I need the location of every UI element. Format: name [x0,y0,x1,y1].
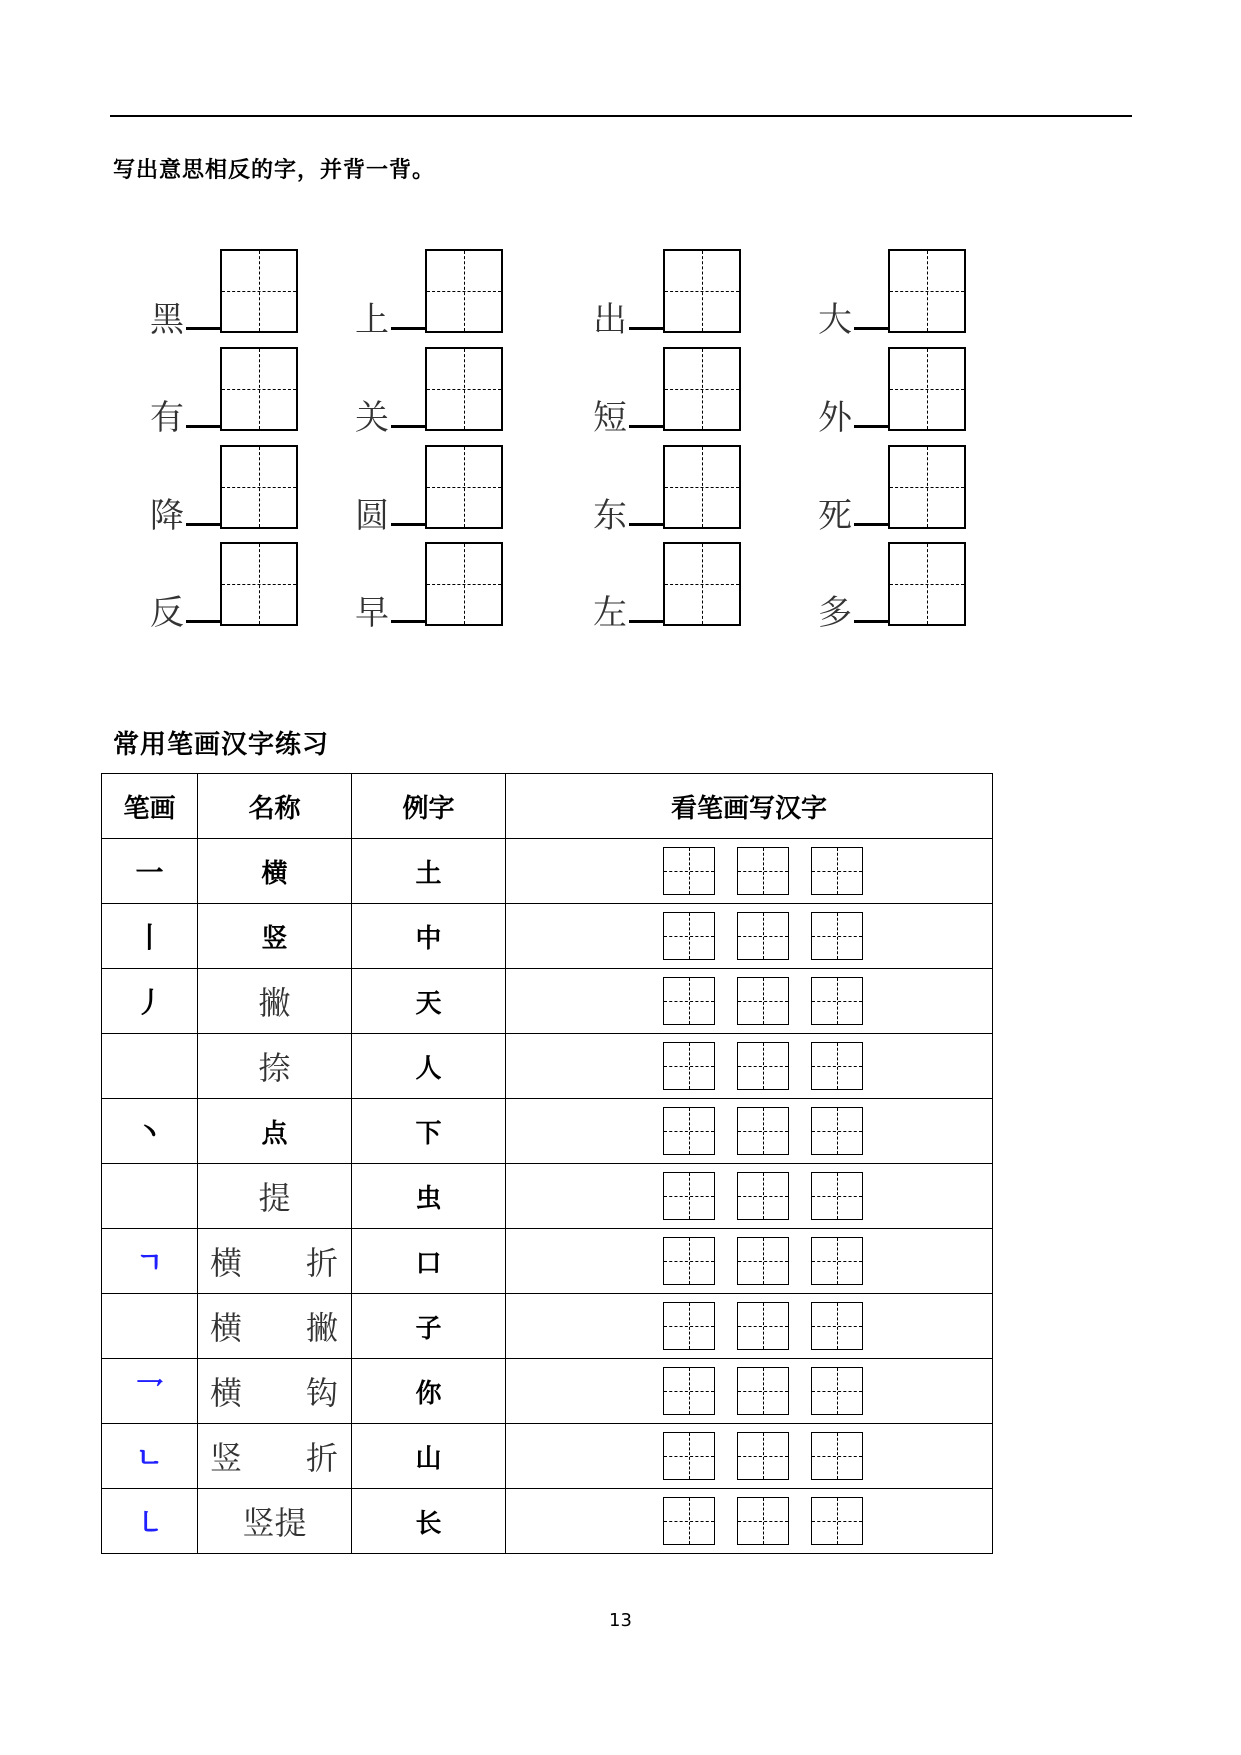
opposite-character: 关 [355,398,389,438]
opposite-pair [355,542,505,633]
practice-cell [506,1099,993,1164]
dash-line [629,327,665,330]
opposite-character: 多 [818,593,852,633]
practice-box[interactable] [737,1237,789,1285]
opposite-character: 黑 [150,300,184,340]
dash-line [391,523,427,526]
dash-line [629,425,665,428]
writing-box[interactable] [888,249,966,333]
stroke-name: 撇 [198,969,352,1034]
strokes-table [101,773,993,1554]
table-row [102,1229,993,1294]
page-number: 13 [609,1610,632,1631]
stroke-name [198,1229,352,1294]
opposite-pair [150,347,300,438]
stroke-name-part: 竖 [210,1439,243,1477]
practice-box[interactable] [811,1497,863,1545]
practice-box[interactable] [811,912,863,960]
opposite-pair [593,347,743,438]
opposite-pair [150,249,300,340]
practice-box[interactable] [663,1497,715,1545]
stroke-name: 提 [198,1164,352,1229]
opposite-pair [593,445,743,536]
dash-line [854,523,890,526]
stroke-symbol: 一 [102,839,198,904]
practice-box[interactable] [737,1497,789,1545]
practice-box[interactable] [811,847,863,895]
dash-line [629,620,665,623]
writing-box[interactable] [220,445,298,529]
practice-cell [506,969,993,1034]
opposite-character: 左 [593,593,627,633]
practice-box[interactable] [737,912,789,960]
stroke-symbol: 乛 [102,1359,198,1424]
stroke-symbol [102,1034,198,1099]
practice-box[interactable] [663,847,715,895]
practice-cell [506,904,993,969]
practice-box[interactable] [663,1367,715,1415]
dash-line [186,620,222,623]
stroke-name: 横 [198,839,352,904]
opposite-character: 上 [355,300,389,340]
practice-box[interactable] [663,1172,715,1220]
writing-box[interactable] [425,445,503,529]
stroke-symbol: ㄱ [102,1229,198,1294]
table-row [102,1034,993,1099]
opposite-pair [355,249,505,340]
table-row [102,1294,993,1359]
practice-box[interactable] [737,1302,789,1350]
opposites-heading: 写出意思相反的字，并背一背。 [113,158,436,183]
practice-box[interactable] [737,1432,789,1480]
dash-line [186,425,222,428]
stroke-name-part: 折 [306,1244,339,1282]
practice-box[interactable] [811,1042,863,1090]
opposite-character: 圆 [355,496,389,536]
practice-box[interactable] [663,1042,715,1090]
writing-box[interactable] [425,249,503,333]
example-character: 虫 [352,1164,506,1229]
writing-box[interactable] [220,249,298,333]
stroke-name-part: 横 [210,1374,243,1412]
practice-box[interactable] [811,1302,863,1350]
stroke-name [198,1424,352,1489]
practice-box[interactable] [811,1432,863,1480]
header-name: 名称 [198,774,352,839]
opposite-character: 早 [355,593,389,633]
practice-box[interactable] [811,1237,863,1285]
practice-cell [506,1489,993,1554]
practice-cell [506,1359,993,1424]
opposite-character: 大 [818,300,852,340]
stroke-name-part: 横 [210,1309,243,1347]
opposite-character: 出 [593,300,627,340]
stroke-name-part: 折 [306,1439,339,1477]
opposite-character: 死 [818,496,852,536]
header-example: 例字 [352,774,506,839]
practice-cell [506,1034,993,1099]
practice-box[interactable] [737,1042,789,1090]
opposite-pair [818,542,968,633]
opposite-pair [818,347,968,438]
example-character: 下 [352,1099,506,1164]
stroke-symbol [102,1294,198,1359]
writing-box[interactable] [220,347,298,431]
stroke-symbol: 丨 [102,904,198,969]
example-character: 你 [352,1359,506,1424]
opposite-character: 外 [818,398,852,438]
dash-line [391,425,427,428]
top-rule [110,115,1132,117]
dash-line [186,327,222,330]
stroke-name: 竖提 [198,1489,352,1554]
strokes-heading: 常用笔画汉字练习 [113,730,330,760]
stroke-symbol: 丿 [102,969,198,1034]
table-row [102,1099,993,1164]
writing-box[interactable] [663,249,741,333]
dash-line [854,327,890,330]
practice-box[interactable] [737,847,789,895]
dash-line [391,327,427,330]
opposite-character: 降 [150,496,184,536]
table-row [102,1424,993,1489]
table-header-row [102,774,993,839]
practice-box[interactable] [811,977,863,1025]
example-character: 口 [352,1229,506,1294]
practice-box[interactable] [811,1107,863,1155]
stroke-symbol: ㄴ [102,1424,198,1489]
stroke-name [198,1359,352,1424]
stroke-name-part: 撇 [306,1309,339,1347]
opposite-pair [593,249,743,340]
example-character: 山 [352,1424,506,1489]
writing-box[interactable] [663,347,741,431]
opposite-character: 短 [593,398,627,438]
practice-box[interactable] [811,1172,863,1220]
table-row [102,1489,993,1554]
opposite-pair [355,445,505,536]
opposite-pair [355,347,505,438]
practice-box[interactable] [737,977,789,1025]
writing-box[interactable] [663,542,741,626]
table-row [102,839,993,904]
practice-box[interactable] [737,1172,789,1220]
example-character: 人 [352,1034,506,1099]
example-character: 长 [352,1489,506,1554]
stroke-name-part: 钩 [306,1374,339,1412]
writing-box[interactable] [425,347,503,431]
opposite-character: 有 [150,398,184,438]
practice-cell [506,1294,993,1359]
stroke-symbol [102,1164,198,1229]
stroke-name-part: 横 [210,1244,243,1282]
practice-box[interactable] [663,977,715,1025]
example-character: 中 [352,904,506,969]
opposite-pair [150,542,300,633]
practice-cell [506,1424,993,1489]
header-stroke: 笔画 [102,774,198,839]
opposite-character: 反 [150,593,184,633]
header-practice: 看笔画写汉字 [506,774,993,839]
practice-box[interactable] [737,1367,789,1415]
dash-line [391,620,427,623]
opposite-pair [593,542,743,633]
writing-box[interactable] [888,542,966,626]
table-row [102,904,993,969]
opposite-character: 东 [593,496,627,536]
practice-box[interactable] [737,1107,789,1155]
stroke-symbol: 丶 [102,1099,198,1164]
stroke-name: 竖 [198,904,352,969]
table-row [102,969,993,1034]
practice-box[interactable] [663,1237,715,1285]
opposite-pair [150,445,300,536]
practice-cell [506,1164,993,1229]
practice-box[interactable] [663,1432,715,1480]
writing-box[interactable] [888,347,966,431]
practice-cell [506,839,993,904]
stroke-name: 点 [198,1099,352,1164]
writing-box[interactable] [663,445,741,529]
practice-box[interactable] [663,1107,715,1155]
dash-line [629,523,665,526]
practice-box[interactable] [663,912,715,960]
stroke-name: 捺 [198,1034,352,1099]
practice-box[interactable] [811,1367,863,1415]
stroke-name [198,1294,352,1359]
stroke-symbol: ㇄ [102,1489,198,1554]
table-row [102,1359,993,1424]
opposite-pair [818,249,968,340]
writing-box[interactable] [220,542,298,626]
writing-box[interactable] [425,542,503,626]
example-character: 土 [352,839,506,904]
table-row [102,1164,993,1229]
writing-box[interactable] [888,445,966,529]
dash-line [854,620,890,623]
dash-line [854,425,890,428]
example-character: 子 [352,1294,506,1359]
dash-line [186,523,222,526]
practice-box[interactable] [663,1302,715,1350]
example-character: 天 [352,969,506,1034]
practice-cell [506,1229,993,1294]
opposite-pair [818,445,968,536]
